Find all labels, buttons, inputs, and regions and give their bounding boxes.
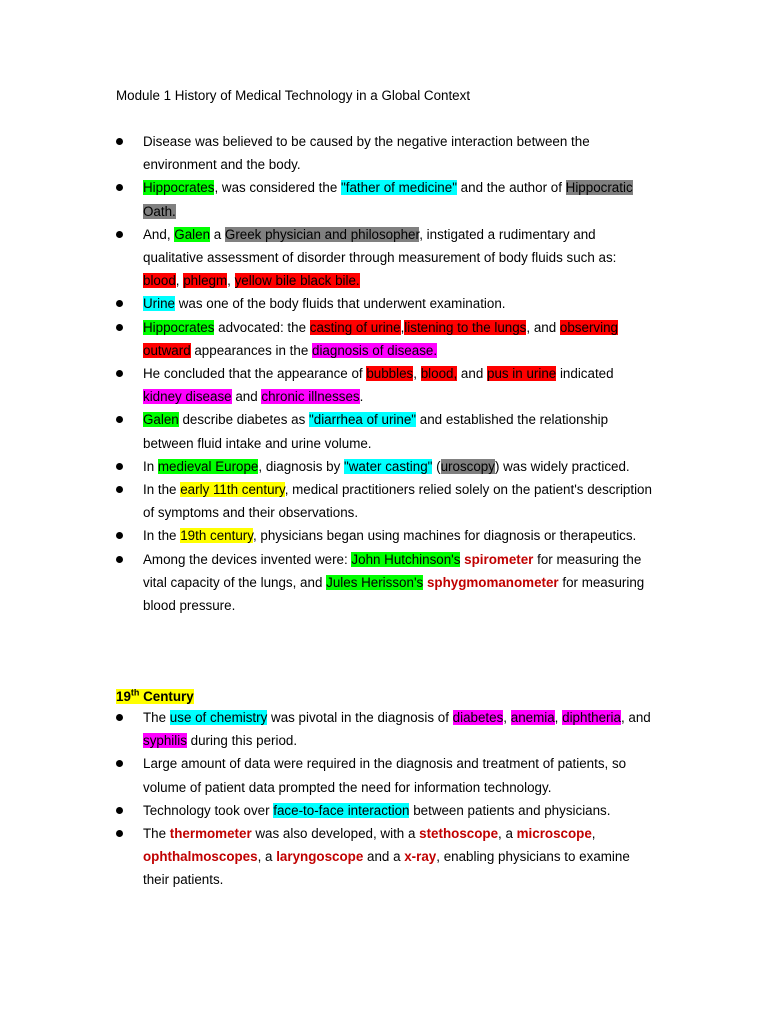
section-heading-highlight	[116, 689, 194, 704]
bullet-list-history	[0, 130, 768, 617]
highlighted-text: anemia	[510, 710, 555, 725]
highlighted-text: "diarrhea of urine"	[309, 412, 417, 428]
list-item	[0, 548, 653, 618]
bullet-dot-icon	[116, 760, 123, 767]
bullet-dot-icon	[116, 300, 123, 307]
bullet-dot-icon	[116, 231, 123, 238]
highlighted-text: "father of medicine"	[341, 180, 457, 196]
section-heading-number: 19	[116, 689, 131, 705]
page-title: Module 1 History of Medical Technology in a Global Context	[116, 88, 471, 103]
bullet-dot-icon	[116, 714, 123, 721]
body-text: a	[210, 226, 225, 242]
highlighted-text: Hippocrates	[143, 180, 215, 196]
body-text: ,	[400, 319, 405, 335]
bullet-dot-icon	[116, 416, 123, 423]
body-text: Technology took over	[143, 802, 274, 818]
highlighted-text: uroscopy	[440, 458, 495, 474]
section-heading-text: Century	[139, 689, 194, 705]
body-text: indicated	[556, 366, 614, 382]
highlighted-text: blood	[143, 273, 176, 289]
highlighted-text: use of chemistry	[169, 710, 268, 725]
list-item	[0, 478, 653, 524]
list-item	[0, 524, 653, 547]
key-term: sphygmomanometer	[426, 574, 559, 590]
body-text: , physicians began using machines for diagnosis or therapeutics.	[252, 528, 637, 544]
body-text: Disease was believed to be caused by the negative interaction between the environment and the body.	[143, 134, 590, 173]
bullet-list-19th-century	[0, 706, 768, 892]
body-text: In the	[143, 482, 181, 498]
body-text: In the	[143, 528, 181, 544]
highlighted-text: Greek physician and philosopher	[224, 226, 420, 242]
key-term: ophthalmoscopes	[143, 849, 258, 865]
list-item	[0, 455, 653, 478]
body-text: , was considered the	[214, 180, 341, 196]
body-text: Among the devices invented were:	[143, 551, 352, 567]
key-term: thermometer	[169, 826, 252, 842]
highlighted-text: medieval Europe	[157, 458, 259, 474]
list-item	[0, 408, 653, 454]
body-text: ,	[591, 826, 596, 842]
key-term: laryngoscope	[276, 849, 364, 865]
body-text: , diagnosis by	[258, 458, 344, 474]
list-item	[0, 752, 653, 798]
list-item	[0, 292, 653, 315]
body-text: during this period.	[186, 733, 298, 749]
bullet-dot-icon	[116, 486, 123, 493]
list-item	[0, 176, 653, 222]
body-text: , instigated a rudimentary and qualitative assessment of disorder through measurement of body fluids such as:	[143, 226, 617, 266]
highlighted-text: kidney disease	[143, 389, 232, 405]
body-text: And,	[143, 226, 175, 242]
body-text: The	[143, 710, 170, 725]
body-text: was also developed, with a	[251, 826, 420, 842]
list-item	[0, 706, 653, 752]
key-term: x-ray	[404, 849, 437, 865]
key-term: spirometer	[464, 551, 534, 567]
body-text: The	[143, 826, 170, 842]
body-text: describe diabetes as	[178, 412, 309, 428]
bullet-dot-icon	[116, 807, 123, 814]
highlighted-text: chronic illnesses	[261, 389, 360, 405]
highlighted-text: diabetes	[452, 710, 504, 725]
body-text: and the author of	[456, 180, 566, 196]
highlighted-text: Galen	[143, 412, 179, 428]
body-text: , medical practitioners relied solely on the patient's description of symptoms and their observations.	[143, 482, 652, 521]
body-text: for measuring the vital capacity of the lungs, and	[143, 551, 642, 590]
list-item	[0, 316, 653, 362]
bullet-dot-icon	[116, 370, 123, 377]
body-text: In	[143, 458, 158, 474]
body-text: , a	[498, 826, 517, 842]
body-text: , enabling physicians to examine their patients.	[143, 849, 630, 888]
section-heading-19th-century	[116, 683, 194, 707]
body-text: advocated: the	[214, 319, 310, 335]
body-text: was one of the body fluids that underwent examination.	[175, 296, 506, 312]
highlighted-text: diphtheria	[562, 710, 621, 725]
highlighted-text: pus in urine	[487, 366, 557, 382]
body-text: He concluded that the appearance of	[143, 366, 367, 382]
body-text: and	[231, 389, 262, 405]
body-text: ,	[554, 710, 563, 725]
body-text: , and	[526, 319, 560, 335]
highlighted-text: Jules Herisson's	[326, 574, 424, 590]
body-text: Large amount of data were required in the diagnosis and treatment of patients, so volume of patient data prompted the need for information technology.	[143, 756, 627, 795]
highlighted-text: yellow bile black bile.	[234, 273, 360, 289]
body-text: for measuring blood pressure.	[143, 574, 645, 614]
highlighted-text: casting of urine	[309, 319, 401, 335]
body-text: appearances in the	[190, 342, 312, 358]
key-term: microscope	[516, 826, 592, 842]
highlighted-text: John Hutchinson's	[351, 551, 461, 567]
highlighted-text: Galen	[174, 226, 211, 242]
list-item	[0, 223, 653, 293]
body-text: between patients and physicians.	[409, 802, 611, 818]
section-heading-suffix: th	[130, 688, 140, 698]
bullet-dot-icon	[116, 532, 123, 539]
body-text: , a	[257, 849, 277, 865]
list-item	[0, 362, 653, 408]
body-text: and established the relationship between fluid intake and urine volume.	[143, 412, 609, 451]
list-item	[0, 799, 653, 822]
highlighted-text: Urine	[143, 296, 175, 312]
body-text: ,	[503, 710, 511, 725]
body-text: ,	[175, 273, 184, 289]
list-item	[0, 130, 653, 176]
highlighted-text: 19th century	[180, 528, 253, 544]
list-item	[0, 822, 653, 892]
body-text: ,	[227, 273, 235, 289]
highlighted-text: diagnosis of disease.	[312, 342, 438, 358]
body-text: and	[457, 366, 487, 382]
body-text: ,	[413, 366, 421, 382]
bullet-dot-icon	[116, 556, 123, 563]
highlighted-text: bubbles	[366, 366, 414, 382]
key-term: stethoscope	[419, 826, 499, 842]
highlighted-text: observing outward	[143, 319, 618, 358]
highlighted-text: listening to the lungs	[404, 319, 527, 335]
bullet-dot-icon	[116, 830, 123, 837]
bullet-dot-icon	[116, 138, 123, 145]
bullet-dot-icon	[116, 324, 123, 331]
bullet-dot-icon	[116, 463, 123, 470]
bullet-dot-icon	[116, 184, 123, 191]
highlighted-text: blood,	[420, 366, 458, 382]
body-text: (	[432, 458, 441, 474]
highlighted-text: face-to-face interaction	[273, 802, 410, 818]
highlighted-text: Hippocratic Oath.	[143, 180, 633, 219]
highlighted-text: Hippocrates	[143, 319, 215, 335]
body-text: .	[359, 389, 364, 405]
body-text: , and	[620, 710, 651, 725]
body-text: was pivotal in the diagnosis of	[267, 710, 453, 725]
body-text: ) was widely practiced.	[494, 458, 630, 474]
highlighted-text: early 11th century	[180, 482, 285, 498]
highlighted-text: syphilis	[143, 733, 187, 749]
body-text: and a	[363, 849, 405, 865]
highlighted-text: phlegm	[183, 273, 228, 289]
highlighted-text: "water casting"	[344, 458, 433, 474]
